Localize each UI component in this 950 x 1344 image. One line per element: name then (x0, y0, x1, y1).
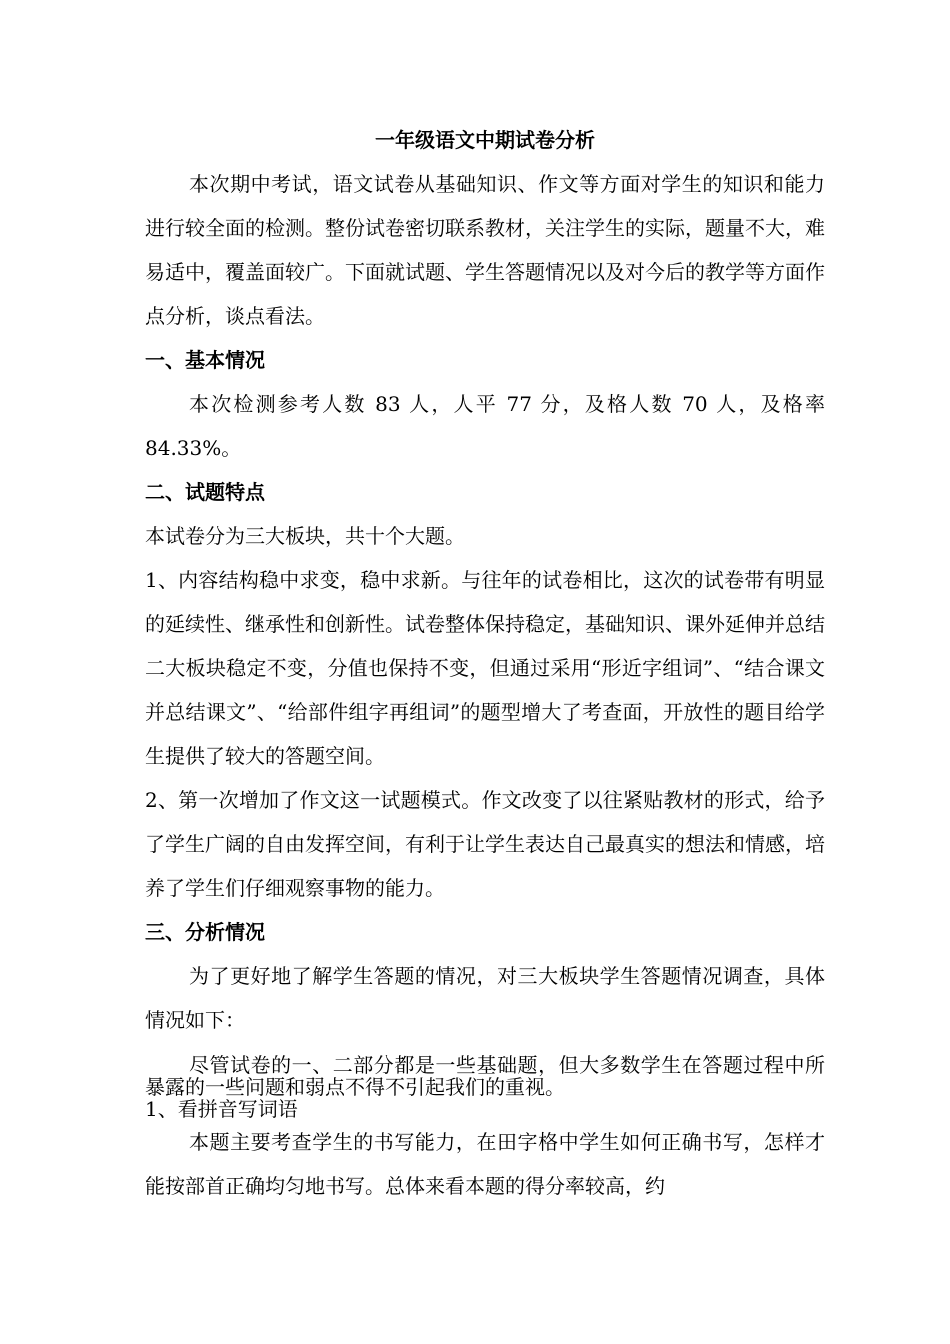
analysis-item-1-text: 本题主要考查学生的书写能力，在田字格中学生如何正确书写，怎样才能按部首正确均匀地书写。总体来看本题的得分率较高，约 (145, 1130, 825, 1198)
section-heading-basic: 一、基本情况 (145, 348, 265, 372)
section-heading-analysis: 三、分析情况 (145, 920, 265, 944)
feature-point-2: 2、第一次增加了作文这一试题模式。作文改变了以往紧贴教材的形式，给予了学生广阔的自由发挥空间，有利于让学生表达自己最真实的想法和情感，培养了学生们仔细观察事物的能力。 (145, 788, 825, 900)
features-summary: 本试卷分为三大板块，共十个大题。 (145, 524, 465, 548)
intro-paragraph: 本次期中考试，语文试卷从基础知识、作文等方面对学生的知识和能力进行较全面的检测。整份试卷密切联系教材，关注学生的实际，题量不大，难易适中，覆盖面较广。下面就试题、学生答题情况以及对今后的教学等方面作点分析，谈点看法。 (145, 172, 825, 328)
document-title: 一年级语文中期试卷分析 (375, 128, 595, 152)
analysis-paragraph-2: 尽管试卷的一、二部分都是一些基础题，但大多数学生在答题过程中所暴露的一些问题和弱点不得不引起我们的重视。 (145, 1053, 825, 1099)
section-heading-features: 二、试题特点 (145, 480, 265, 504)
analysis-item-1-heading: 1、看拼音写词语 (145, 1097, 298, 1121)
basic-stats-paragraph: 本次检测参考人数 83 人，人平 77 分，及格人数 70 人，及格率 84.33%。 (145, 392, 825, 460)
feature-point-1: 1、内容结构稳中求变，稳中求新。与往年的试卷相比，这次的试卷带有明显的延续性、继承性和创新性。试卷整体保持稳定，基础知识、课外延伸并总结二大板块稳定不变，分值也保持不变，但通过采用“形近字组词”、“结合课文并总结课文”、“给部件组字再组词”的题型增大了考查面，开放性的题目给学生提供了较大的答题空间。 (145, 568, 825, 768)
analysis-paragraph-1: 为了更好地了解学生答题的情况，对三大板块学生答题情况调查，具体情况如下： (145, 964, 825, 1032)
document-page (145, 118, 825, 1208)
